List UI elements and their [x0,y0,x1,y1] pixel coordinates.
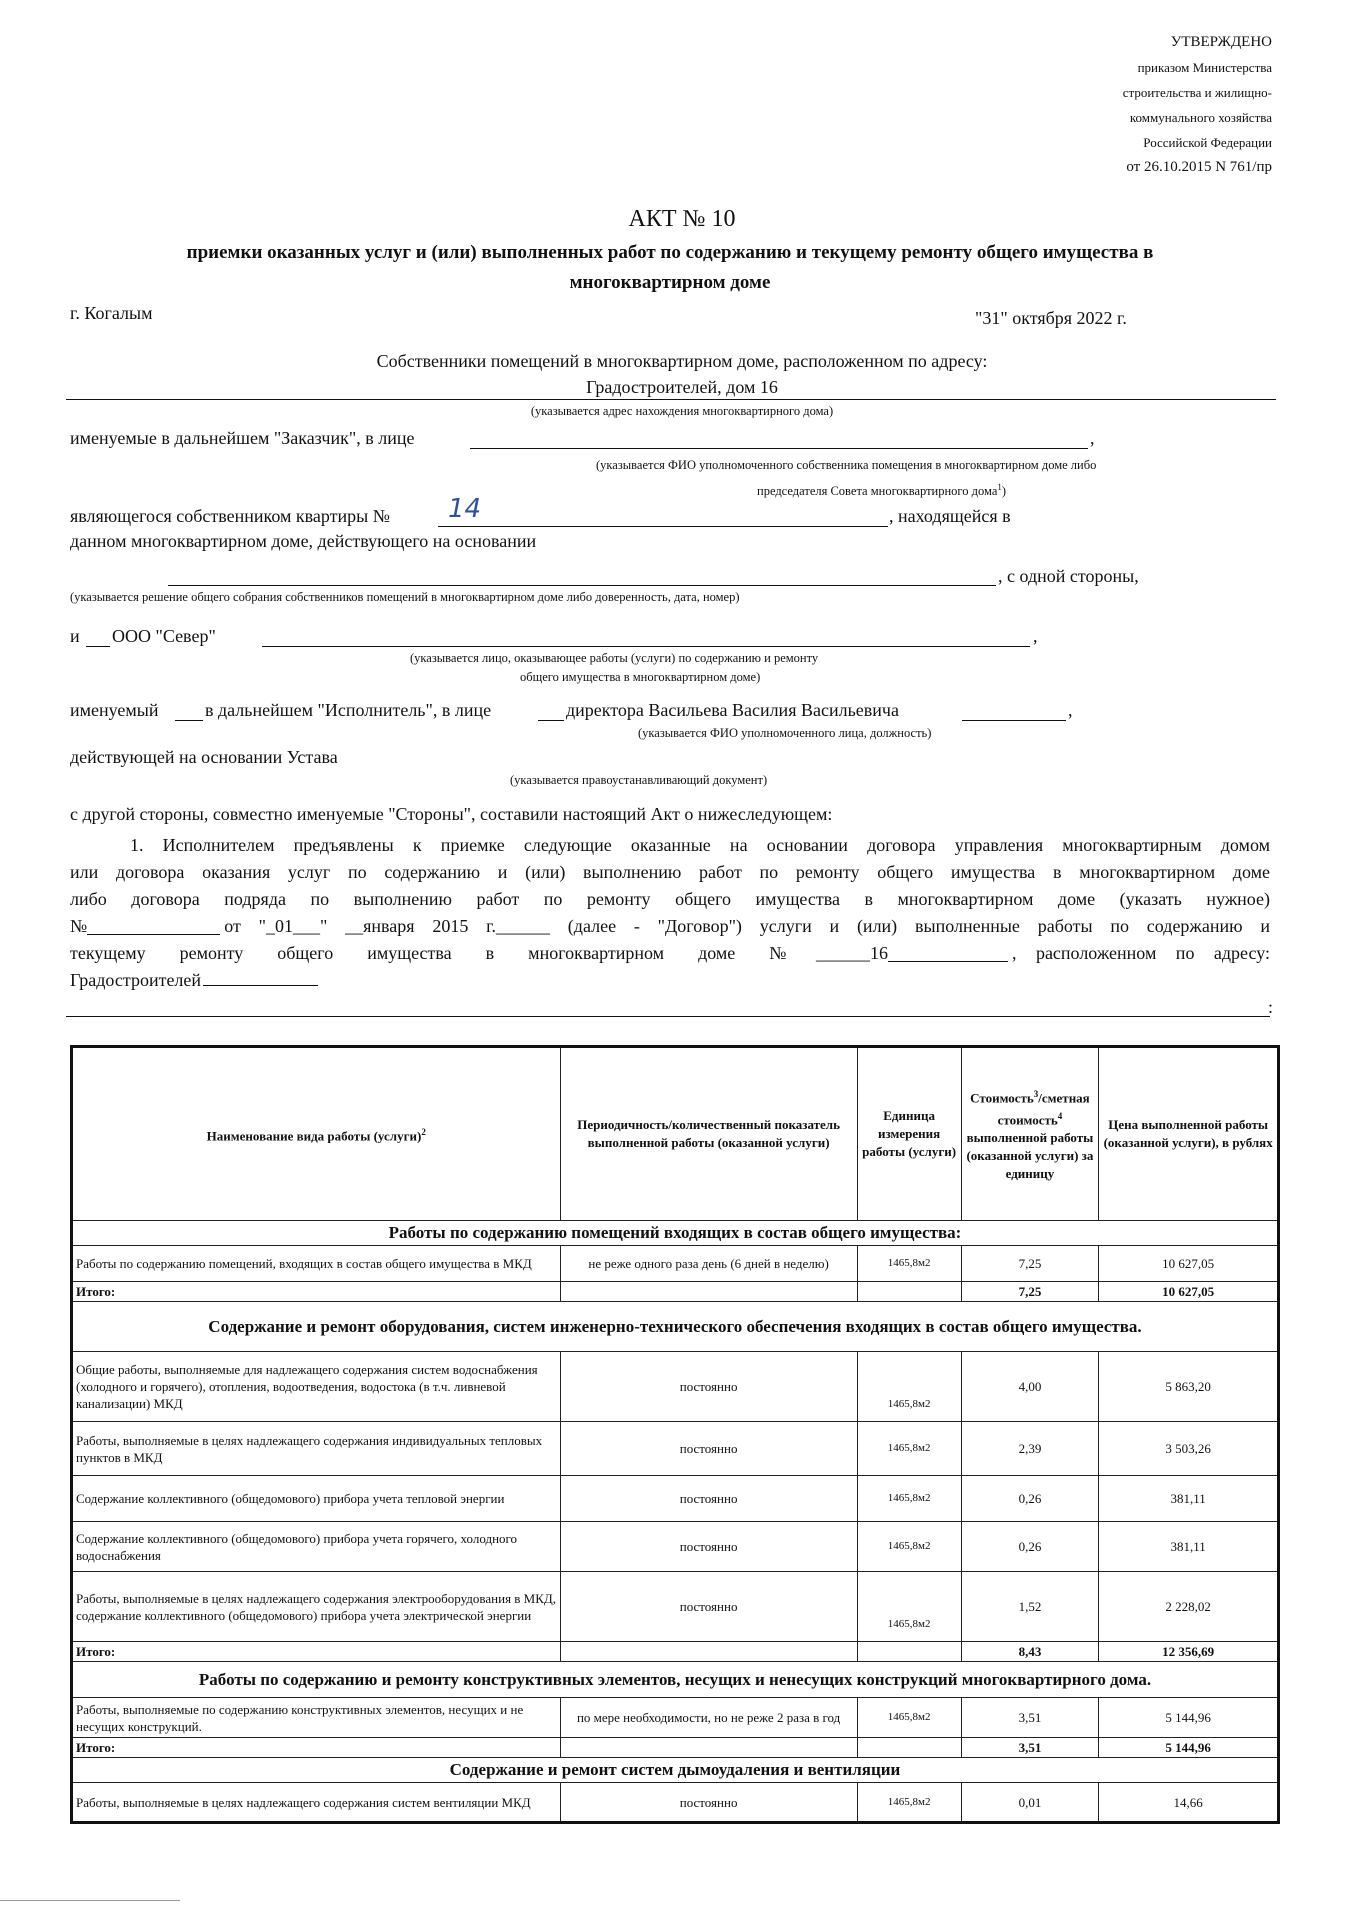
cell-name: Работы, выполняемые по содержанию конструктивных элементов, несущих и не несущих конструкций. [72,1698,561,1738]
approval-line: Российской Федерации [1143,135,1272,150]
approval-block [1123,30,1272,180]
p1-line-5 [70,940,1270,967]
contractor-prefix-line [86,646,110,647]
approval-line: строительства и жилищно- [1122,85,1272,100]
header-cost-sup3: 3 [1033,1088,1039,1099]
cell-price: 5 144,96 [1099,1698,1279,1738]
cell-period: постоянно [560,1352,857,1422]
executor-text-b: в дальнейшем "Исполнитель", в лице [205,700,492,720]
one-side-text: , с одной стороны, [998,566,1139,586]
cell-period: постоянно [560,1522,857,1572]
other-side-text: с другой стороны, совместно именуемые "Стороны", составили настоящий Акт о нижеследующем: [70,804,833,824]
act-date: "31" октября 2022 г. [975,308,1127,328]
cell-period: по мере необходимости, но не реже 2 раза в год [560,1698,857,1738]
section-row [72,1302,1279,1352]
customer-comma: , [1090,428,1095,448]
cell-empty [560,1642,857,1662]
and-text: и [70,626,80,646]
cell-price: 5 863,20 [1099,1352,1279,1422]
cell-period: не реже одного раза день (6 дней в неделю) [560,1246,857,1282]
table-row [72,1783,1279,1823]
basis-underline [168,585,996,586]
cell-cost: 1,52 [961,1572,1099,1642]
house-number-blank [888,940,1008,962]
works-table [70,1045,1280,1824]
customer-hint-2-end: ) [1001,484,1007,499]
table-row [72,1522,1279,1572]
cell-cost: 0,26 [961,1522,1099,1572]
section-row [72,1662,1279,1698]
p1-line-4-text: от "_01___" __января 2015 г.______ (далее - "Договор") услуги и (или) выполненные работы по содержанию и [224,916,1270,936]
subtitle-line: многоквартирном доме [569,272,771,293]
contractor-hint-2: общего имущества в многоквартирном доме) [520,670,761,684]
executor-hint: (указывается ФИО уполномоченного лица, должность) [638,726,932,740]
customer-underline [470,448,1088,449]
cell-empty [857,1738,961,1758]
address-underline [66,399,1276,400]
cell-unit: 1465,8м2 [857,1572,961,1642]
customer-hint-2-sup: 1 [997,482,1002,492]
table-row [72,1572,1279,1642]
apartment-number: 14 [448,494,482,524]
customer-hint-2 [757,478,1006,501]
page-edge-line [0,1900,180,1901]
cell-name: Содержание коллективного (общедомового) прибора учета тепловой энергии [72,1476,561,1522]
header-cost [961,1047,1099,1221]
house-address: Градостроителей, дом 16 [586,377,778,397]
executor-blank-2 [538,720,564,721]
address-hint: (указывается адрес нахождения многоквартирного дома) [530,404,834,418]
cell-unit: 1465,8м2 [857,1246,961,1282]
cell-name: Работы по содержанию помещений, входящих в состав общего имущества в МКД [72,1246,561,1282]
customer-hint-2-text: председателя Совета многоквартирного дома [757,484,998,499]
p1-line-4 [70,913,1270,940]
approval-order-date: от 26.10.2015 N 761/пр [1126,159,1272,175]
p1-street: Градостроителей [70,970,202,990]
p1-line-5-text: текущему ремонту общего имущества в многоквартирном доме №______16 [70,943,888,963]
cell-unit: 1465,8м2 [857,1476,961,1522]
cell-name: Общие работы, выполняемые для надлежащего содержания систем водоснабжения (холодного и горячего), отопления, водоотведения, водостока (в т.ч. ливневой канализации) МКД [72,1352,561,1422]
total-price: 10 627,05 [1099,1282,1279,1302]
p1-line-6 [70,967,1270,994]
section-row [72,1221,1279,1246]
city: г. Когалым [70,303,153,323]
cell-price: 10 627,05 [1099,1246,1279,1282]
total-row [72,1642,1279,1662]
document-title: АКТ № 10 [628,206,736,232]
table-header-row [72,1047,1279,1221]
contractor-underline [262,646,1030,647]
executor-comma: , [1068,700,1073,720]
cell-cost: 3,51 [961,1698,1099,1738]
p1-line: либо договора подряда по выполнению работ по ремонту общего имущества в многоквартирном доме (указать нужное) [70,889,1270,909]
cell-cost: 7,25 [961,1246,1099,1282]
table-row [72,1476,1279,1522]
section-title: Содержание и ремонт систем дымоудаления и вентиляции [72,1758,1279,1783]
total-label: Итого: [72,1282,561,1302]
cell-period: постоянно [560,1783,857,1823]
header-name-text: Наименование вида работы (услуги) [206,1128,422,1144]
contractor-comma: , [1033,626,1038,646]
cell-cost: 0,01 [961,1783,1099,1823]
cell-unit: 1465,8м2 [857,1783,961,1823]
cell-price: 381,11 [1099,1476,1279,1522]
approval-line: коммунального хозяйства [1129,110,1272,125]
acting-text: действующей на основании Устава [70,747,338,767]
executor-blank-1 [175,720,203,721]
total-price: 12 356,69 [1099,1642,1279,1662]
cell-price: 14,66 [1099,1783,1279,1823]
customer-text: именуемые в дальнейшем "Заказчик", в лице [70,428,415,448]
executor-blank-3 [962,720,1066,721]
cell-price: 3 503,26 [1099,1422,1279,1476]
p1-number-sign: № [70,916,88,936]
contractor-name: ООО "Север" [112,626,216,646]
cell-empty [857,1282,961,1302]
header-cost-a: Стоимость [970,1090,1034,1105]
header-cost-sup4: 4 [1057,1111,1063,1121]
cell-period: постоянно [560,1476,857,1522]
executor-text-a: именуемый [70,700,159,720]
cell-empty [560,1738,857,1758]
cell-empty [857,1642,961,1662]
executor-person: директора Васильева Василия Васильевича [566,700,899,720]
section-row [72,1758,1279,1783]
basis-hint: (указывается решение общего собрания собственников помещений в многоквартирном доме либо доверенность, дата, номер) [70,590,740,604]
total-label: Итого: [72,1642,561,1662]
total-cost: 7,25 [961,1282,1099,1302]
approval-title: УТВЕРЖДЕНО [1170,34,1272,50]
table-row [72,1246,1279,1282]
subtitle-line: приемки оказанных услуг и (или) выполненных работ по содержанию и текущему ремонту общего имущества в [186,242,1154,263]
table-row [72,1422,1279,1476]
section-title: Работы по содержанию помещений входящих в состав общего имущества: [72,1221,1279,1246]
total-price: 5 144,96 [1099,1738,1279,1758]
cell-unit: 1465,8м2 [857,1422,961,1476]
basis-text: данном многоквартирном доме, действующего на основании [70,531,537,551]
section-title: Содержание и ремонт оборудования, систем инженерно-технического обеспечения входящих в состав общего имущества. [72,1302,1279,1352]
located-text: , находящейся в [889,506,1011,526]
cell-period: постоянно [560,1422,857,1476]
header-name-sup: 2 [421,1126,426,1137]
cell-cost: 2,39 [961,1422,1099,1476]
paragraph-1 [70,832,1270,994]
header-price: Цена выполненной работы (оказанной услуги), в рублях [1099,1047,1279,1221]
total-label: Итого: [72,1738,561,1758]
cell-price: 381,11 [1099,1522,1279,1572]
document-subtitle [70,238,1270,298]
cell-price: 2 228,02 [1099,1572,1279,1642]
cell-name: Работы, выполняемые в целях надлежащего содержания систем вентиляции МКД [72,1783,561,1823]
contract-number-blank [87,913,220,935]
cell-empty [560,1282,857,1302]
cell-name: Работы, выполняемые в целях надлежащего содержания электрооборудования в МКД, содержание коллективного (общедомового) прибора учета электрической энергии [72,1572,561,1642]
owners-text: Собственники помещений в многоквартирном доме, расположенном по адресу: [376,351,988,371]
paragraph-colon: : [1268,997,1274,1017]
acting-hint: (указывается правоустанавливающий документ) [510,773,768,787]
cell-name: Работы, выполняемые в целях надлежащего содержания индивидуальных тепловых пунктов в МКД [72,1422,561,1476]
total-row [72,1738,1279,1758]
header-unit: Единица измерения работы (услуги) [857,1047,961,1221]
header-cost-c: выполненной работы (оказанной услуги) за единицу [966,1130,1094,1182]
cell-period: постоянно [560,1572,857,1642]
header-cost-b: /сметная стоимость [997,1090,1090,1128]
cell-unit: 1465,8м2 [857,1522,961,1572]
approval-line: приказом Министерства [1137,60,1272,75]
p1-line-5-end: , расположенном по адресу: [1012,943,1270,963]
cell-unit: 1465,8м2 [857,1352,961,1422]
section-title: Работы по содержанию и ремонту конструктивных элементов, несущих и ненесущих конструкций многоквартирного дома. [72,1662,1279,1698]
total-cost: 3,51 [961,1738,1099,1758]
cell-unit: 1465,8м2 [857,1698,961,1738]
cell-name: Содержание коллективного (общедомового) прибора учета горячего, холодного водоснабжения [72,1522,561,1572]
contractor-hint-1: (указывается лицо, оказывающее работы (услуги) по содержанию и ремонту [410,651,819,665]
cell-cost: 4,00 [961,1352,1099,1422]
p1-line: 1. Исполнителем предъявлены к приемке следующие оказанные на основании договора управления многоквартирным домом [130,835,1270,855]
apartment-underline [438,526,888,527]
street-blank [203,985,318,986]
header-name [72,1047,561,1221]
total-cost: 8,43 [961,1642,1099,1662]
cell-cost: 0,26 [961,1476,1099,1522]
p1-line: или договора оказания услуг по содержанию и (или) выполнению работ по ремонту общего имущества в многоквартирном доме [70,862,1270,882]
table-row [72,1698,1279,1738]
total-row [72,1282,1279,1302]
owner-apartment-text: являющегося собственником квартиры № [70,506,390,526]
customer-hint-1: (указывается ФИО уполномоченного собственника помещения в многоквартирном доме либо [596,458,1097,472]
paragraph-underline [66,1016,1270,1017]
header-period: Периодичность/количественный показатель выполненной работы (оказанной услуги) [560,1047,857,1221]
table-row [72,1352,1279,1422]
